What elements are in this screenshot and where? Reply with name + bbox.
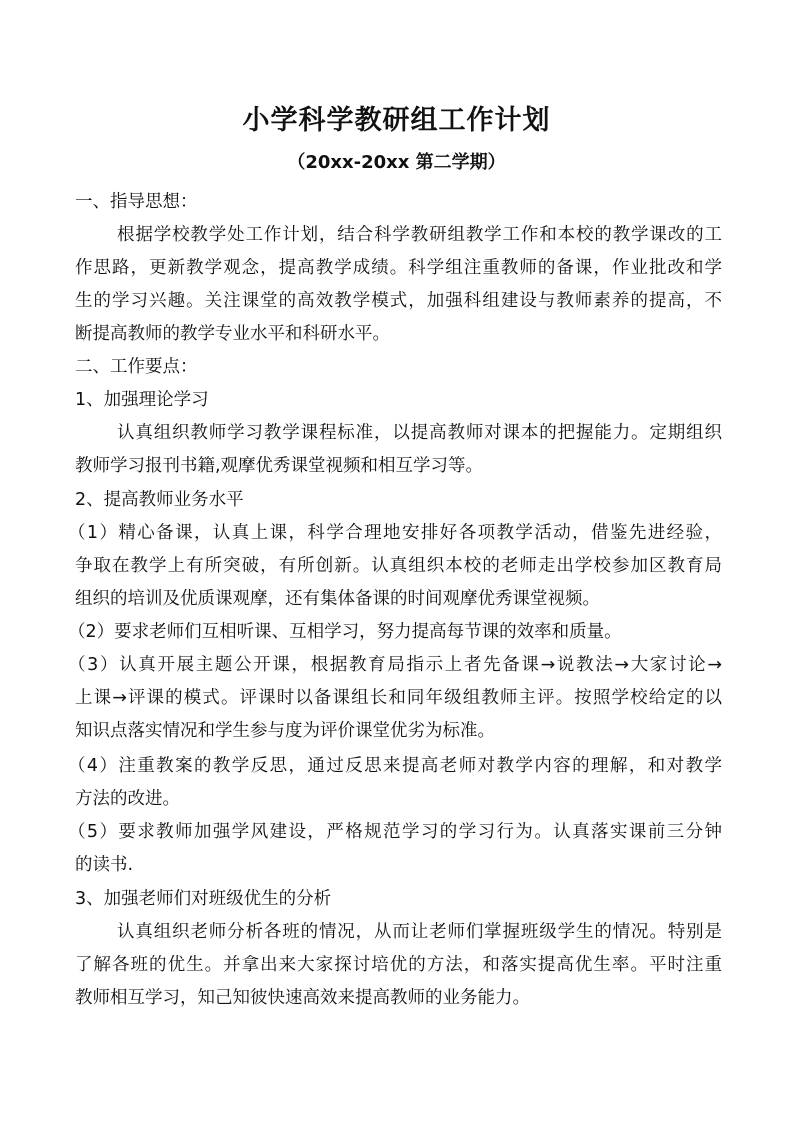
paragraph-line: 知识点落实情况和学生参与度为评价课堂优劣为标准。	[75, 721, 495, 741]
paragraph-line: （4）注重教案的教学反思，通过反思来提高老师对教学内容的理解，和对教学	[68, 756, 722, 776]
page-subtitle: （20xx-20xx 第二学期）	[287, 152, 506, 173]
paragraph-line: （3）认真开展主题公开课，根据教育局指示上者先备课→说教法→大家讨论→	[68, 655, 722, 675]
paragraph-line: （2）要求老师们互相听课、互相学习，努力提高每节课的效率和质量。	[68, 622, 622, 642]
paragraph-line: 生的学习兴趣。关注课堂的高效教学模式，加强科组建设与教师素养的提高，不	[75, 291, 722, 311]
paragraph-line: 争取在教学上有所突破，有所创新。认真组织本校的老师走出学校参加区教育局	[75, 556, 722, 576]
item-heading: 1、加强理论学习	[75, 390, 209, 410]
paragraph-line: 的读书.	[75, 855, 134, 875]
paragraph-line: 方法的改进。	[75, 789, 180, 809]
item-heading: 3、加强老师们对班级优生的分析	[75, 889, 332, 909]
paragraph-line: 作思路，更新教学观念，提高教学成绩。科学组注重教师的备课，作业批改和学	[75, 258, 722, 278]
paragraph-line: 了解各班的优生。并拿出来大家探讨培优的方法，和落实提高优生率。平时注重	[75, 955, 722, 975]
paragraph-line: 根据学校教学处工作计划，结合科学教研组教学工作和本校的教学课改的工	[117, 225, 722, 245]
paragraph-line: 断提高教师的教学专业水平和科研水平。	[75, 324, 390, 344]
paragraph-line: 组织的培训及优质课观摩，还有集体备课的时间观摩优秀课堂视频。	[75, 589, 600, 609]
section-heading: 一、指导思想：	[75, 192, 198, 212]
section-heading: 二、工作要点：	[75, 357, 198, 377]
paragraph-line: （1）精心备课，认真上课，科学合理地安排好各项教学活动，借鉴先进经验，	[68, 523, 722, 543]
paragraph-line: 上课→评课的模式。评课时以备课组长和同年级组教师主评。按照学校给定的以	[75, 688, 722, 708]
page-title: 小学科学教研组工作计划	[242, 105, 551, 136]
paragraph-line: 教师学习报刊书籍,观摩优秀课堂视频和相互学习等。	[75, 456, 484, 476]
paragraph-line: 教师相互学习，知己知彼快速高效来提高教师的业务能力。	[75, 988, 530, 1008]
item-heading: 2、提高教师业务水平	[75, 490, 244, 510]
paragraph-line: 认真组织教师学习教学课程标准，以提高教师对课本的把握能力。定期组织	[117, 423, 722, 443]
paragraph-line: 认真组织老师分析各班的情况，从而让老师们掌握班级学生的情况。特别是	[117, 922, 722, 942]
paragraph-line: （5）要求教师加强学风建设，严格规范学习的学习行为。认真落实课前三分钟	[68, 822, 722, 842]
